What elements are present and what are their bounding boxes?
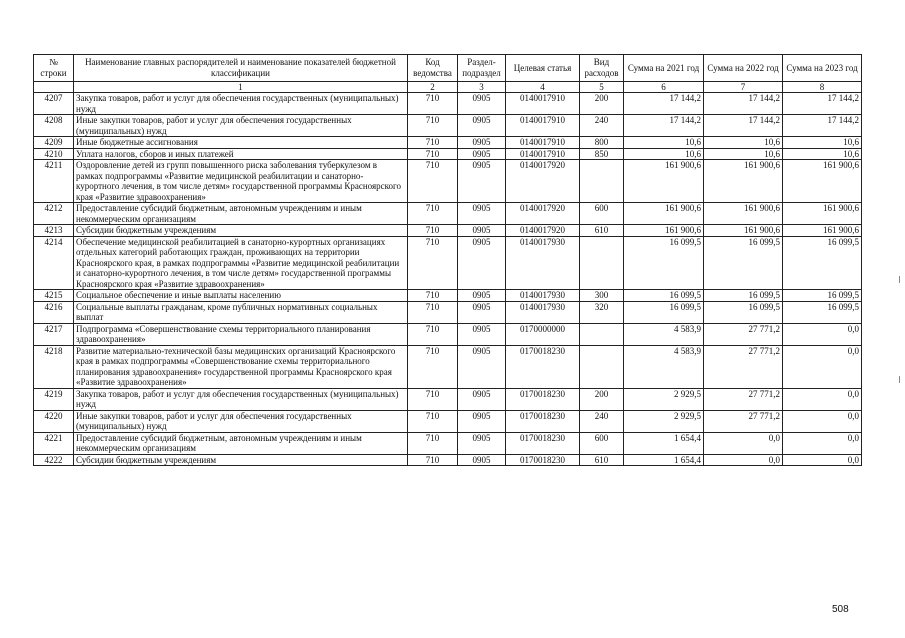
col-header-code: Код ведомства	[408, 55, 458, 82]
row-number: 4222	[34, 454, 74, 466]
row-sum-2022: 161 900,6	[704, 225, 783, 237]
row-sum-2023: 161 900,6	[783, 225, 862, 237]
row-name: Субсидии бюджетным учреждениям	[74, 454, 408, 466]
row-sum-2021: 16 099,5	[624, 236, 704, 290]
row-name: Предоставление субсидий бюджетным, автономным учреждениям и иным некоммерческим организациям	[74, 432, 408, 454]
col-header-name: Наименование главных распорядителей и наименование показателей бюджетной классификации	[74, 55, 408, 82]
row-type: 610	[580, 454, 624, 466]
row-type	[580, 236, 624, 290]
row-sum-2022: 17 144,2	[704, 115, 783, 137]
table-row	[34, 290, 862, 302]
row-name: Закупка товаров, работ и услуг для обеспечения государственных (муниципальных) нужд	[74, 388, 408, 410]
row-number: 4207	[34, 93, 74, 115]
row-name: Развитие материально-технической базы медицинских организаций Красноярского края в рамках подпрограммы «Совершенствование схемы территориального планирования здравоохранения» государственной программы Красноярского края «Развитие здравоохранения»	[74, 345, 408, 388]
table-row	[34, 115, 862, 137]
col-number: 4	[506, 82, 580, 93]
row-sum-2023: 0,0	[783, 388, 862, 410]
row-target: 0140017910	[506, 115, 580, 137]
row-section: 0905	[458, 236, 506, 290]
row-section: 0905	[458, 454, 506, 466]
row-type: 240	[580, 410, 624, 432]
table-row	[34, 225, 862, 237]
row-code: 710	[408, 290, 458, 302]
row-type: 240	[580, 115, 624, 137]
row-section: 0905	[458, 148, 506, 160]
row-sum-2023: 17 144,2	[783, 93, 862, 115]
col-header-sum-2022: Сумма на 2022 год	[704, 55, 783, 82]
table-row	[34, 160, 862, 203]
margin-mark	[899, 376, 900, 383]
row-code: 710	[408, 454, 458, 466]
row-section: 0905	[458, 388, 506, 410]
col-header-sum-2021: Сумма на 2021 год	[624, 55, 704, 82]
row-sum-2021: 4 583,9	[624, 323, 704, 345]
col-number: 1	[74, 82, 408, 93]
row-type: 610	[580, 225, 624, 237]
col-number: 6	[624, 82, 704, 93]
row-code: 710	[408, 410, 458, 432]
row-code: 710	[408, 137, 458, 149]
row-sum-2023: 161 900,6	[783, 160, 862, 203]
row-target: 0140017920	[506, 160, 580, 203]
row-sum-2023: 10,6	[783, 137, 862, 149]
row-name: Подпрограмма «Совершенствование схемы территориального планирования здравоохранения»	[74, 323, 408, 345]
row-target: 0140017930	[506, 290, 580, 302]
row-code: 710	[408, 301, 458, 323]
row-section: 0905	[458, 137, 506, 149]
row-section: 0905	[458, 225, 506, 237]
row-code: 710	[408, 345, 458, 388]
row-sum-2021: 161 900,6	[624, 160, 704, 203]
row-sum-2022: 16 099,5	[704, 290, 783, 302]
row-name: Субсидии бюджетным учреждениям	[74, 225, 408, 237]
row-name: Предоставление субсидий бюджетным, автономным учреждениям и иным некоммерческим организациям	[74, 203, 408, 225]
row-number: 4212	[34, 203, 74, 225]
col-header-sum-2023: Сумма на 2023 год	[783, 55, 862, 82]
row-name: Иные бюджетные ассигнования	[74, 137, 408, 149]
row-sum-2023: 16 099,5	[783, 290, 862, 302]
row-code: 710	[408, 148, 458, 160]
row-type: 200	[580, 388, 624, 410]
row-type: 200	[580, 93, 624, 115]
col-header-no: № строки	[34, 55, 74, 82]
row-sum-2021: 10,6	[624, 148, 704, 160]
row-sum-2022: 27 771,2	[704, 323, 783, 345]
table-row	[34, 203, 862, 225]
row-sum-2022: 16 099,5	[704, 301, 783, 323]
row-number: 4217	[34, 323, 74, 345]
col-header-type: Вид расходов	[580, 55, 624, 82]
table-row	[34, 93, 862, 115]
table-row	[34, 410, 862, 432]
row-type: 300	[580, 290, 624, 302]
row-code: 710	[408, 225, 458, 237]
row-code: 710	[408, 203, 458, 225]
row-name: Оздоровление детей из групп повышенного риска заболевания туберкулезом в рамках подпрограммы «Развитие медицинской реабилитации и санаторно-курортного лечения, в том числе детям» государственной программы Красноярского края «Развитие здравоохранения»	[74, 160, 408, 203]
table-row	[34, 345, 862, 388]
row-target: 0170000000	[506, 323, 580, 345]
margin-mark	[899, 276, 900, 283]
row-section: 0905	[458, 345, 506, 388]
row-sum-2022: 27 771,2	[704, 345, 783, 388]
table-body	[34, 93, 862, 466]
row-number: 4213	[34, 225, 74, 237]
row-target: 0140017920	[506, 225, 580, 237]
table-row	[34, 432, 862, 454]
row-type	[580, 323, 624, 345]
row-section: 0905	[458, 301, 506, 323]
row-sum-2021: 161 900,6	[624, 225, 704, 237]
row-number: 4208	[34, 115, 74, 137]
row-number: 4210	[34, 148, 74, 160]
row-number: 4214	[34, 236, 74, 290]
row-section: 0905	[458, 115, 506, 137]
row-sum-2022: 27 771,2	[704, 410, 783, 432]
row-sum-2021: 2 929,5	[624, 410, 704, 432]
row-sum-2023: 16 099,5	[783, 236, 862, 290]
row-section: 0905	[458, 290, 506, 302]
row-type: 600	[580, 203, 624, 225]
col-number: 8	[783, 82, 862, 93]
row-sum-2023: 0,0	[783, 432, 862, 454]
row-sum-2023: 0,0	[783, 345, 862, 388]
row-name: Иные закупки товаров, работ и услуг для обеспечения государственных (муниципальных) нужд	[74, 410, 408, 432]
table-row	[34, 236, 862, 290]
row-sum-2022: 16 099,5	[704, 236, 783, 290]
row-section: 0905	[458, 93, 506, 115]
row-name: Социальные выплаты гражданам, кроме публичных нормативных социальных выплат	[74, 301, 408, 323]
col-number	[34, 82, 74, 93]
row-sum-2022: 17 144,2	[704, 93, 783, 115]
row-name: Иные закупки товаров, работ и услуг для обеспечения государственных (муниципальных) нужд	[74, 115, 408, 137]
table-row	[34, 454, 862, 466]
row-number: 4211	[34, 160, 74, 203]
col-number: 5	[580, 82, 624, 93]
row-code: 710	[408, 432, 458, 454]
table-row	[34, 137, 862, 149]
col-number: 3	[458, 82, 506, 93]
row-section: 0905	[458, 160, 506, 203]
row-number: 4219	[34, 388, 74, 410]
row-type: 800	[580, 137, 624, 149]
col-number: 2	[408, 82, 458, 93]
row-number: 4221	[34, 432, 74, 454]
row-sum-2023: 16 099,5	[783, 301, 862, 323]
row-target: 0170018230	[506, 410, 580, 432]
row-sum-2021: 1 654,4	[624, 454, 704, 466]
row-code: 710	[408, 323, 458, 345]
row-number: 4209	[34, 137, 74, 149]
row-sum-2021: 16 099,5	[624, 290, 704, 302]
row-sum-2023: 0,0	[783, 410, 862, 432]
row-code: 710	[408, 160, 458, 203]
col-header-section: Раздел-подраздел	[458, 55, 506, 82]
page-number: 508	[832, 604, 849, 615]
row-sum-2021: 10,6	[624, 137, 704, 149]
row-sum-2021: 17 144,2	[624, 93, 704, 115]
row-section: 0905	[458, 432, 506, 454]
row-code: 710	[408, 388, 458, 410]
column-number-row	[34, 82, 862, 93]
row-target: 0170018230	[506, 388, 580, 410]
row-target: 0170018230	[506, 345, 580, 388]
row-target: 0140017930	[506, 301, 580, 323]
row-name: Социальное обеспечение и иные выплаты населению	[74, 290, 408, 302]
row-sum-2023: 0,0	[783, 323, 862, 345]
row-sum-2023: 0,0	[783, 454, 862, 466]
row-name: Закупка товаров, работ и услуг для обеспечения государственных (муниципальных) нужд	[74, 93, 408, 115]
row-sum-2022: 10,6	[704, 137, 783, 149]
header-row	[34, 55, 862, 82]
row-type: 320	[580, 301, 624, 323]
row-name: Уплата налогов, сборов и иных платежей	[74, 148, 408, 160]
row-sum-2022: 0,0	[704, 432, 783, 454]
row-type: 600	[580, 432, 624, 454]
row-sum-2021: 2 929,5	[624, 388, 704, 410]
row-number: 4220	[34, 410, 74, 432]
row-target: 0170018230	[506, 454, 580, 466]
row-sum-2022: 27 771,2	[704, 388, 783, 410]
row-sum-2022: 161 900,6	[704, 203, 783, 225]
row-sum-2021: 4 583,9	[624, 345, 704, 388]
row-section: 0905	[458, 410, 506, 432]
row-section: 0905	[458, 203, 506, 225]
row-target: 0140017910	[506, 93, 580, 115]
row-section: 0905	[458, 323, 506, 345]
row-target: 0170018230	[506, 432, 580, 454]
row-target: 0140017930	[506, 236, 580, 290]
row-sum-2021: 16 099,5	[624, 301, 704, 323]
row-target: 0140017910	[506, 137, 580, 149]
row-code: 710	[408, 236, 458, 290]
row-sum-2023: 10,6	[783, 148, 862, 160]
row-target: 0140017920	[506, 203, 580, 225]
row-sum-2021: 17 144,2	[624, 115, 704, 137]
row-number: 4218	[34, 345, 74, 388]
budget-table	[33, 54, 862, 466]
row-sum-2022: 10,6	[704, 148, 783, 160]
row-sum-2021: 1 654,4	[624, 432, 704, 454]
row-sum-2023: 161 900,6	[783, 203, 862, 225]
row-sum-2023: 17 144,2	[783, 115, 862, 137]
row-code: 710	[408, 93, 458, 115]
row-name: Обеспечение медицинской реабилитацией в санаторно-курортных организациях отдельных категорий работающих граждан, проживающих на территории Красноярского края, в рамках подпрограммы «Развитие медицинской реабилитации и санаторно-курортного лечения, в том числе детям» государственной программы Красноярского края «Развитие здравоохранения»	[74, 236, 408, 290]
table-row	[34, 148, 862, 160]
row-sum-2022: 161 900,6	[704, 160, 783, 203]
table-row	[34, 323, 862, 345]
row-sum-2022: 0,0	[704, 454, 783, 466]
row-code: 710	[408, 115, 458, 137]
table-row	[34, 388, 862, 410]
row-number: 4216	[34, 301, 74, 323]
row-type	[580, 345, 624, 388]
row-sum-2021: 161 900,6	[624, 203, 704, 225]
table-row	[34, 301, 862, 323]
row-number: 4215	[34, 290, 74, 302]
row-type	[580, 160, 624, 203]
row-type: 850	[580, 148, 624, 160]
row-target: 0140017910	[506, 148, 580, 160]
col-number: 7	[704, 82, 783, 93]
col-header-target: Целевая статья	[506, 55, 580, 82]
